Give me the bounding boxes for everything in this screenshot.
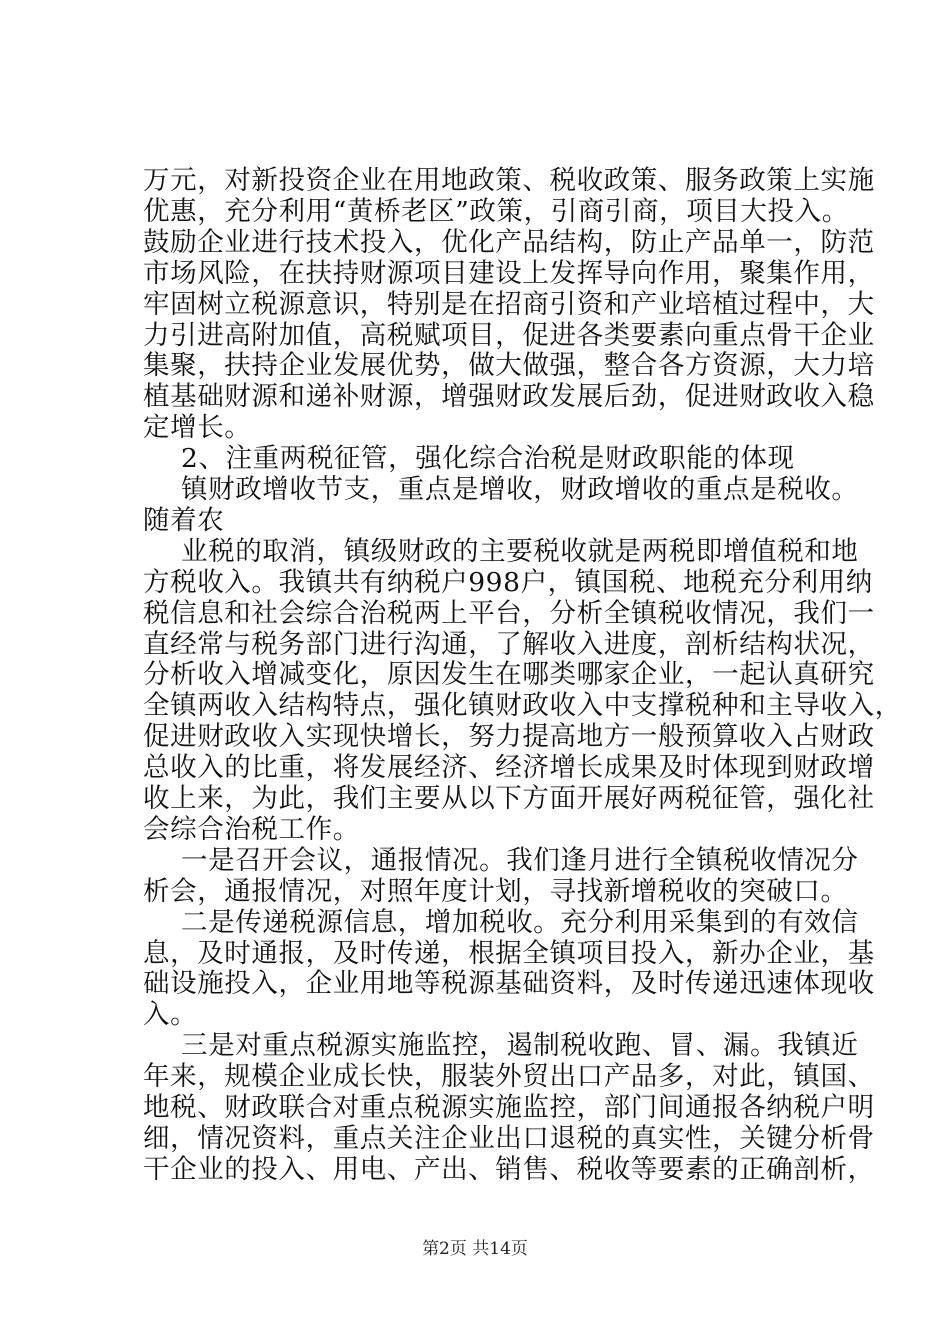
text-line: 收上来，为此，我们主要从以下方面开展好两税征管，强化社 [143, 783, 875, 814]
page-footer: 第2页 共14页 [422, 1239, 528, 1259]
text-line: 会综合治税工作。 [143, 813, 360, 845]
text-line: 税信息和社会综合治税两上平台，分析全镇税收情况，我们一 [143, 597, 875, 629]
text-line: 干企业的投入、用电、产出、销售、税收等要素的正确剖析， [143, 1153, 875, 1185]
text-line: 分析收入增减变化，原因发生在哪类哪家企业，一起认真研究 [143, 659, 875, 691]
text-line: 三是对重点税源实施监控，遏制税收跑、冒、漏。我镇近 [181, 1030, 859, 1062]
text-line: 细，情况资料，重点关注企业出口退税的真实性，关键分析骨 [143, 1122, 875, 1154]
text-line: 方税收入。我镇共有纳税户998户，镇国税、地税充分利用纳 [143, 566, 873, 598]
text-line: 础设施投入，企业用地等税源基础资料，及时传递迅速体现收 [143, 968, 875, 1000]
text-line: 析会，通报情况，对照年度计划，寻找新增税收的突破口。 [143, 875, 848, 907]
text-line: 随着农 [143, 504, 225, 536]
text-line: 地税、财政联合对重点税源实施监控，部门间通报各纳税户明 [143, 1092, 875, 1123]
text-line: 市场风险，在扶持财源项目建设上发挥导向作用，聚集作用， [143, 257, 875, 289]
text-line: 优惠，充分利用“黄桥老区”政策，引商引商，项目大投入。 [143, 195, 849, 227]
text-line: 年来，规模企业成长快，服装外贸出口产品多，对此，镇国、 [143, 1061, 875, 1093]
text-line: 鼓励企业进行技术投入，优化产品结构，防止产品单一，防范 [143, 226, 875, 258]
text-line: 一是召开会议，通报情况。我们逢月进行全镇税收情况分 [181, 844, 859, 876]
text-line: 定增长。 [143, 412, 252, 444]
text-line: 集聚，扶持企业发展优势，做大做强，整合各方资源，大力培 [143, 350, 875, 382]
text-line: 力引进高附加值，高税赋项目，促进各类要素向重点骨干企业 [143, 319, 875, 351]
text-line: 镇财政增收节支，重点是增收，财政增收的重点是税收。 [181, 474, 859, 505]
text-line: 促进财政收入实现快增长，努力提高地方一般预算收入占财政 [143, 721, 875, 753]
text-line: 牢固树立税源意识，特别是在招商引资和产业培植过程中，大 [143, 288, 875, 320]
text-line: 总收入的比重，将发展经济、经济增长成果及时体现到财政增 [143, 752, 875, 784]
text-line: 息，及时通报，及时传递，根据全镇项目投入，新办企业，基 [143, 937, 875, 969]
text-line: 全镇两收入结构特点，强化镇财政收入中支撑税种和主导收入， [143, 690, 902, 722]
text-line: 2、注重两税征管，强化综合治税是财政职能的体现 [181, 443, 795, 475]
text-line: 业税的取消，镇级财政的主要税收就是两税即增值税和地 [181, 535, 859, 567]
text-line: 直经常与税务部门进行沟通，了解收入进度，剖析结构状况， [143, 628, 875, 660]
text-line: 二是传递税源信息，增加税收。充分利用采集到的有效信 [181, 906, 859, 938]
text-line: 万元，对新投资企业在用地政策、税收政策、服务政策上实施 [143, 165, 875, 196]
text-line: 植基础财源和递补财源，增强财政发展后劲，促进财政收入稳 [143, 381, 875, 413]
text-line: 入。 [143, 999, 198, 1031]
